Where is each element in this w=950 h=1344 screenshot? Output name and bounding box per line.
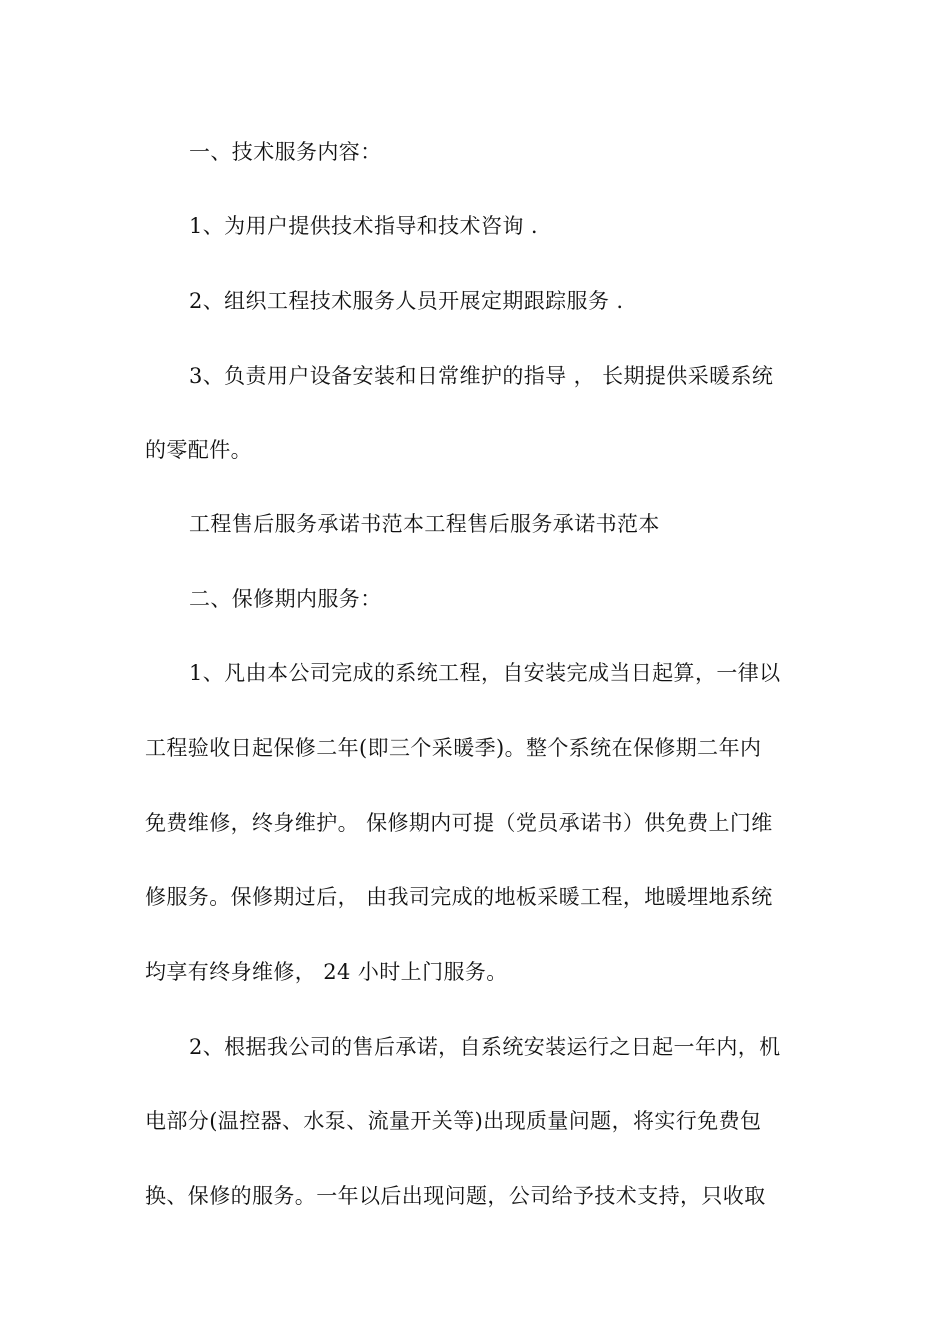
paragraph-line: 换、保修的服务。一年以后出现问题，公司给予技术支持，只收取: [145, 1184, 766, 1208]
paragraph-line: 的零配件。: [145, 438, 252, 462]
section-heading-technical-service: 一、技术服务内容：: [189, 140, 382, 164]
paragraph-line: 工程售后服务承诺书范本工程售后服务承诺书范本: [189, 512, 660, 536]
paragraph-line: 1、为用户提供技术指导和技术咨询 .: [189, 214, 538, 238]
section-heading-warranty-service: 二、保修期内服务：: [189, 587, 382, 611]
paragraph-line: 1、凡由本公司完成的系统工程，自安装完成当日起算，一律以: [189, 661, 781, 685]
paragraph-line: 均享有终身维修， 24 小时上门服务。: [145, 960, 508, 984]
paragraph-line: 3、负责用户设备安装和日常维护的指导 ， 长期提供采暖系统: [189, 364, 774, 388]
paragraph-line: 2、根据我公司的售后承诺，自系统安装运行之日起一年内，机: [189, 1035, 781, 1059]
paragraph-line: 免费维修，终身维护。 保修期内可提（党员承诺书）供免费上门维: [145, 811, 773, 835]
paragraph-line: 工程验收日起保修二年(即三个采暖季)。整个系统在保修期二年内: [145, 736, 762, 760]
paragraph-line: 2、组织工程技术服务人员开展定期跟踪服务 .: [189, 289, 624, 313]
paragraph-line: 修服务。保修期过后， 由我司完成的地板采暖工程，地暖埋地系统: [145, 885, 773, 909]
paragraph-line: 电部分(温控器、水泵、流量开关等)出现质量问题，将实行免费包: [145, 1109, 762, 1133]
